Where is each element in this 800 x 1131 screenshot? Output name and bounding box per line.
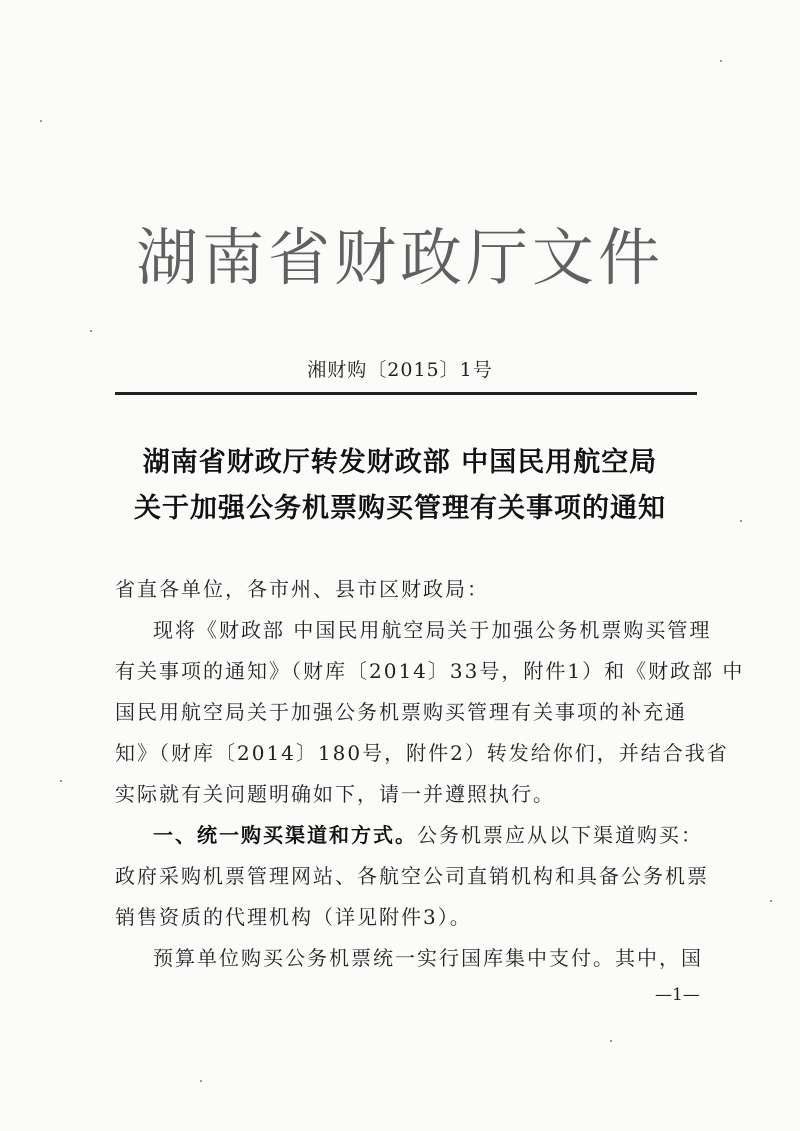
section-1-first-line	[153, 819, 703, 848]
notice-title-line-2: 关于加强公务机票购买管理有关事项的通知	[134, 493, 666, 524]
salutation: 省直各单位，各市州、县市区财政局：	[115, 577, 489, 601]
section-1-heading: 一、统一购买渠道和方式。	[153, 823, 417, 847]
paragraph-1-line-4: 知》（财库〔2014〕180号，附件2）转发给你们，并结合我省	[115, 741, 729, 765]
scan-speck	[40, 120, 42, 122]
section-1-line-2: 政府采购机票管理网站、各航空公司直销机构和具备公务机票	[115, 864, 709, 888]
scan-speck	[740, 520, 742, 522]
section-1-line-3: 销售资质的代理机构（详见附件3）。	[115, 905, 472, 929]
page-number: —1—	[655, 985, 700, 1005]
document-number: 湘财购〔2015〕1号	[307, 359, 493, 381]
paragraph-1-line-5: 实际就有关问题明确如下，请一并遵照执行。	[115, 782, 555, 806]
header-divider	[115, 392, 697, 395]
scan-speck	[90, 330, 92, 332]
scan-speck	[720, 60, 722, 62]
scan-speck	[60, 780, 62, 782]
section-1-intro: 公务机票应从以下渠道购买：	[417, 823, 703, 847]
notice-title-line-1: 湖南省财政厅转发财政部 中国民用航空局	[142, 447, 658, 478]
paragraph-1-line-1: 现将《财政部 中国民用航空局关于加强公务机票购买管理	[153, 618, 712, 642]
paragraph-2-line-1: 预算单位购买公务机票统一实行国库集中支付。其中，国	[153, 946, 703, 970]
scan-speck	[610, 1040, 612, 1042]
scan-speck	[770, 900, 772, 902]
paragraph-1-line-2: 有关事项的通知》（财库〔2014〕33号，附件1）和《财政部 中	[115, 659, 745, 683]
issuing-authority-title: 湖南省财政厅文件	[135, 221, 664, 294]
paragraph-1-line-3: 国民用航空局关于加强公务机票购买管理有关事项的补充通	[115, 700, 687, 724]
scan-speck	[200, 1080, 202, 1082]
